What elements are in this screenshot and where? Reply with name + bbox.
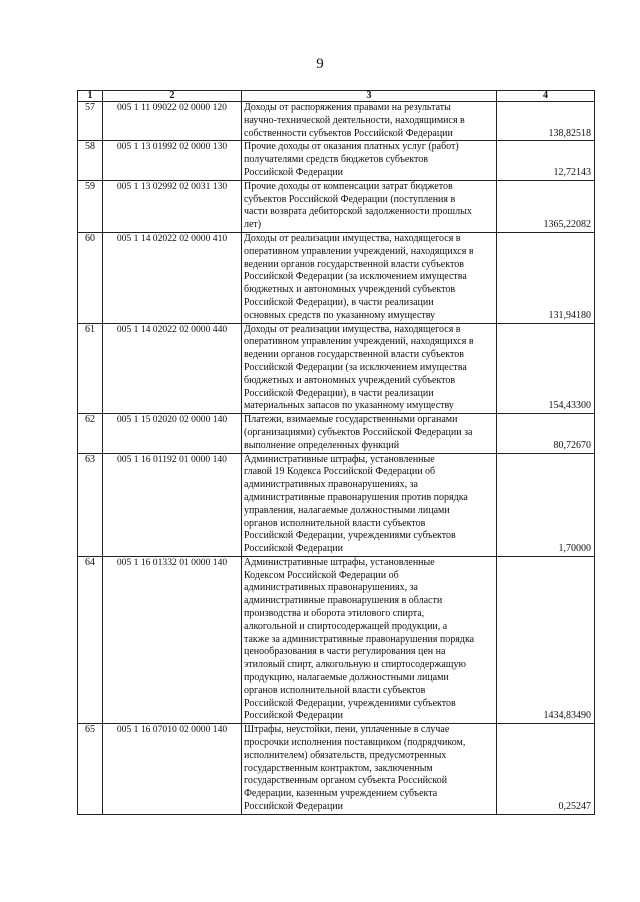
- table-row: [78, 141, 595, 180]
- description-line: государственным контрактом, заключенным: [244, 762, 433, 774]
- description-line: Кодексом Российской Федерации об: [244, 569, 399, 581]
- revenue-code: 005 1 13 02992 02 0031 130: [103, 180, 242, 232]
- table-body: [78, 102, 595, 815]
- revenue-description: [242, 141, 497, 180]
- amount: 154,43300: [497, 323, 595, 414]
- row-number: 64: [78, 556, 103, 723]
- amount: 1434,83490: [497, 556, 595, 723]
- description-line: органов исполнительной власти субъектов: [244, 517, 426, 529]
- header-col-1: 1: [78, 91, 103, 102]
- description-line: просрочки исполнения поставщиком (подрядчиком,: [244, 737, 466, 749]
- header-col-3: 3: [242, 91, 497, 102]
- revenue-code: 005 1 15 02020 02 0000 140: [103, 414, 242, 453]
- amount: 131,94180: [497, 232, 595, 323]
- revenue-code: 005 1 16 07010 02 0000 140: [103, 724, 242, 815]
- description-line: части возврата дебиторской задолженности прошлых: [244, 206, 472, 218]
- revenue-table: [77, 90, 595, 815]
- description-line: ведении органов государственной власти субъектов: [244, 258, 464, 270]
- amount: 138,82518: [497, 102, 595, 141]
- row-number: 62: [78, 414, 103, 453]
- description-line: Российской Федерации: [244, 801, 344, 813]
- description-line: основных средств по указанному имуществу: [244, 309, 436, 321]
- revenue-description: [242, 323, 497, 414]
- revenue-code: 005 1 14 02022 02 0000 410: [103, 232, 242, 323]
- description-line: Доходы от распоряжения правами на результаты: [244, 102, 451, 113]
- revenue-code: 005 1 16 01332 01 0000 140: [103, 556, 242, 723]
- description-line: Российской Федерации (за исключением имущества: [244, 271, 467, 283]
- description-line: также за административные правонарушения порядка: [244, 633, 475, 645]
- revenue-code: 005 1 11 09022 02 0000 120: [103, 102, 242, 141]
- amount: 1365,22082: [497, 180, 595, 232]
- description-line: субъектов Российской Федерации (поступления в: [244, 193, 456, 205]
- description-line: собственности субъектов Российской Федерации: [244, 127, 453, 139]
- revenue-description: [242, 414, 497, 453]
- description-line: алкогольной и спиртосодержащей продукции, а: [244, 620, 448, 632]
- table-row: [78, 232, 595, 323]
- amount: 0,25247: [497, 724, 595, 815]
- table-row: [78, 453, 595, 556]
- description-line: лет): [244, 219, 262, 231]
- row-number: 63: [78, 453, 103, 556]
- description-line: бюджетных и автономных учреждений субъектов: [244, 374, 456, 386]
- description-line: государственным органом субъекта Российской: [244, 775, 448, 787]
- description-line: Федерации, казенным учреждением субъекта: [244, 788, 438, 800]
- revenue-description: [242, 556, 497, 723]
- table-row: [78, 180, 595, 232]
- revenue-code: 005 1 13 01992 02 0000 130: [103, 141, 242, 180]
- description-line: Прочие доходы от компенсации затрат бюджетов: [244, 180, 453, 192]
- row-number: 61: [78, 323, 103, 414]
- revenue-description: [242, 724, 497, 815]
- description-line: исполнителем) обязательств, предусмотренных: [244, 749, 447, 761]
- table-row: [78, 323, 595, 414]
- description-line: Штрафы, неустойки, пени, уплаченные в случае: [244, 724, 450, 736]
- description-line: Прочие доходы от оказания платных услуг (работ): [244, 141, 459, 153]
- description-line: Российской Федерации), в части реализации: [244, 387, 434, 399]
- table-row: [78, 102, 595, 141]
- table-row: [78, 556, 595, 723]
- row-number: 60: [78, 232, 103, 323]
- description-line: Российской Федерации), в части реализации: [244, 296, 434, 308]
- revenue-description: [242, 102, 497, 141]
- revenue-code: 005 1 14 02022 02 0000 440: [103, 323, 242, 414]
- amount: 12,72143: [497, 141, 595, 180]
- description-line: научно-технической деятельности, находящимися в: [244, 114, 465, 126]
- description-line: главой 19 Кодекса Российской Федерации об: [244, 466, 436, 478]
- revenue-description: [242, 180, 497, 232]
- description-line: административных правонарушениях, за: [244, 582, 418, 594]
- description-line: Административные штрафы, установленные: [244, 453, 435, 465]
- description-line: оперативном управлении учреждений, находящихся в: [244, 245, 474, 257]
- description-line: управления, налагаемые должностными лицами: [244, 504, 450, 516]
- description-line: Российской Федерации: [244, 710, 344, 722]
- revenue-code: 005 1 16 01192 01 0000 140: [103, 453, 242, 556]
- description-line: органов исполнительной власти субъектов: [244, 684, 426, 696]
- description-line: выполнение определенных функций: [244, 439, 400, 451]
- page-number: 9: [316, 56, 324, 72]
- row-number: 59: [78, 180, 103, 232]
- description-line: продукцию, налагаемые должностными лицами: [244, 672, 449, 684]
- revenue-description: [242, 232, 497, 323]
- description-line: Российской Федерации: [244, 543, 344, 555]
- amount: 80,72670: [497, 414, 595, 453]
- table-row: [78, 414, 595, 453]
- amount: 1,70000: [497, 453, 595, 556]
- description-line: материальных запасов по указанному имуществу: [244, 400, 454, 412]
- description-line: ценообразования в части регулирования цен на: [244, 646, 446, 658]
- row-number: 65: [78, 724, 103, 815]
- description-line: административные правонарушения в области: [244, 595, 443, 607]
- table-header-row: [78, 91, 595, 102]
- description-line: бюджетных и автономных учреждений субъектов: [244, 284, 456, 296]
- revenue-description: [242, 453, 497, 556]
- description-line: Российской Федерации: [244, 166, 344, 178]
- description-line: Российской Федерации, учреждениями субъектов: [244, 697, 456, 709]
- description-line: оперативном управлении учреждений, находящихся в: [244, 336, 474, 348]
- row-number: 57: [78, 102, 103, 141]
- description-line: административных правонарушениях, за: [244, 479, 418, 491]
- description-line: Российской Федерации, учреждениями субъектов: [244, 530, 456, 542]
- description-line: Российской Федерации (за исключением имущества: [244, 361, 467, 373]
- description-line: ведении органов государственной власти субъектов: [244, 349, 464, 361]
- description-line: Платежи, взимаемые государственными органами: [244, 414, 458, 426]
- header-col-2: 2: [103, 91, 242, 102]
- description-line: получателями средств бюджетов субъектов: [244, 154, 428, 166]
- description-line: Доходы от реализации имущества, находящегося в: [244, 232, 461, 244]
- description-line: этиловый спирт, алкогольную и спиртосодержащую: [244, 659, 466, 671]
- header-col-4: 4: [497, 91, 595, 102]
- row-number: 58: [78, 141, 103, 180]
- table-row: [78, 724, 595, 815]
- description-line: Административные штрафы, установленные: [244, 556, 435, 568]
- description-line: Доходы от реализации имущества, находящегося в: [244, 323, 461, 335]
- description-line: (организациями) субъектов Российской Федерации за: [244, 426, 473, 438]
- description-line: производства и оборота этилового спирта,: [244, 608, 425, 620]
- description-line: административные правонарушения против порядка: [244, 491, 468, 503]
